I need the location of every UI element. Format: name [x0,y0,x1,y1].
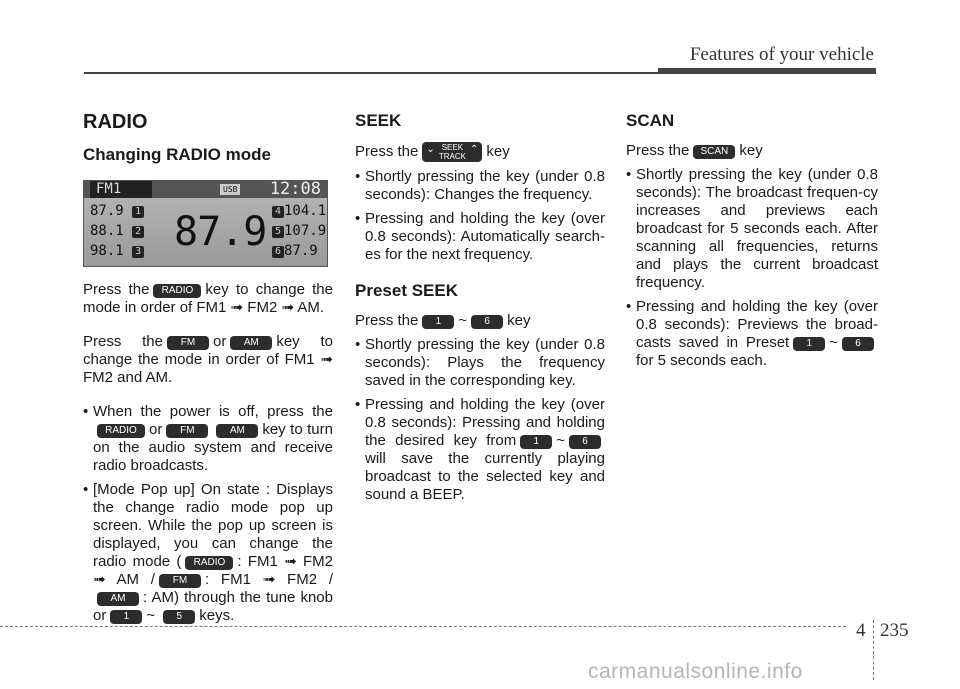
scan-bullets [626,166,878,370]
watermark: carmanualsonline.info [588,660,803,683]
footer-dashed-rule [0,626,846,627]
scan-key: SCAN [693,145,735,159]
preset-seek-bullet-2: • Pressing and holding the key (over 0.8 seconds): Pressing and holding the desired key from 1 ~ 6will save the currently playing broadcast to the selected key and sound a BEEP. [355,396,605,504]
am-key: AM [97,592,139,606]
scan-heading: SCAN [626,111,675,130]
preset-6-key: 6 [471,315,503,329]
radio-paragraph-2: Press the FM or AM key to change the mode in order of FM1 ➟ FM2 and AM. [83,333,333,386]
display-band: FM1 [90,181,152,198]
section-title: Features of your vehicle [689,44,874,65]
display-preset-2: 88.1 2 [90,223,144,239]
seek-bullet-2: • Pressing and holding the key (over 0.8 seconds): Automatically search-es for the next frequency. [355,210,605,264]
radio-heading: RADIO [83,111,148,133]
am-key: AM [216,424,258,438]
seek-bullets [355,168,605,264]
display-preset-1: 87.9 1 [90,203,144,219]
display-preset-3: 98.1 3 [90,243,144,259]
header-rule [84,72,661,74]
radio-bullets [83,403,333,625]
preset-1-key: 1 [520,435,552,449]
preset-1-key: 1 [793,337,825,351]
radio-paragraph-1: Press the RADIO key to change the mode in order of FM1 ➟ FM2 ➟ AM. [83,281,333,316]
fm-key: FM [167,336,209,350]
display-preset-5: 5 107.9 [272,223,326,239]
preset-1-key: 1 [110,610,142,624]
preset-seek-press: Press the 1 ~ 6 key [355,312,531,329]
radio-bullet-1: • When the power is off, press theRADIO or FM AM key to turn on the audio system and receive radio broadcasts. [83,403,333,475]
changing-radio-mode-heading: Changing RADIO mode [83,145,271,164]
page-number: 235 [880,620,909,641]
display-main-frequency: 87.9 [174,209,267,255]
display-usb-indicator: USB [220,184,240,195]
radio-key: RADIO [97,424,145,438]
display-preset-4: 4 104.1 [272,203,326,219]
preset-6-key: 6 [842,337,874,351]
radio-bullet-2: • [Mode Pop up] On state : Displays the change radio mode pop up screen. While the pop up screen is displayed, you can change the radio mode ( RADIO : FM1 ➟ FM2 ➟ AM / FM : FM1 ➟ FM2 /AM : AM) through the tune knob or 1 ~ 5 keys. [83,481,333,625]
footer-dashed-divider [873,620,874,680]
scan-column [626,110,878,378]
am-key: AM [230,336,272,350]
scan-bullet-2: • Pressing and holding the key (over 0.8 seconds): Previews the broad-casts saved in Preset 1 ~ 6for 5 seconds each. [626,298,878,370]
seek-column [355,110,605,512]
chevron-up-icon: ⌃ [469,144,479,155]
scan-bullet-1: • Shortly pressing the key (under 0.8 seconds): The broadcast frequen-cy increases and previews each broadcast for 5 seconds each. After scanning all frequencies, returns and plays the current broadcast frequency. [626,166,878,292]
seek-track-key: ⌄ SEEK TRACK ⌃ [422,142,482,162]
chevron-down-icon: ⌄ [426,144,435,155]
fm-key: FM [166,424,208,438]
display-clock: 12:08 [269,179,321,199]
display-preset-6: 6 87.9 [272,243,318,259]
radio-key: RADIO [185,556,233,570]
scan-press: Press the SCAN key [626,142,763,159]
seek-heading: SEEK [355,111,402,130]
seek-bullet-1: • Shortly pressing the key (under 0.8 seconds): Changes the frequency. [355,168,605,204]
preset-seek-bullet-1: • Shortly pressing the key (under 0.8 seconds): Plays the frequency saved in the corresponding key. [355,336,605,390]
seek-press: Press the ⌄ SEEK TRACK ⌃ key [355,143,510,161]
preset-5-key: 5 [163,610,195,624]
preset-1-key: 1 [422,315,454,329]
header-bar [658,68,876,74]
preset-seek-heading: Preset SEEK [355,281,458,300]
radio-column [83,110,333,633]
radio-display-image [83,180,328,267]
fm-key: FM [159,574,201,588]
chapter-number: 4 [856,620,866,641]
preset-6-key: 6 [569,435,601,449]
preset-seek-bullets [355,336,605,504]
radio-key: RADIO [153,284,201,298]
